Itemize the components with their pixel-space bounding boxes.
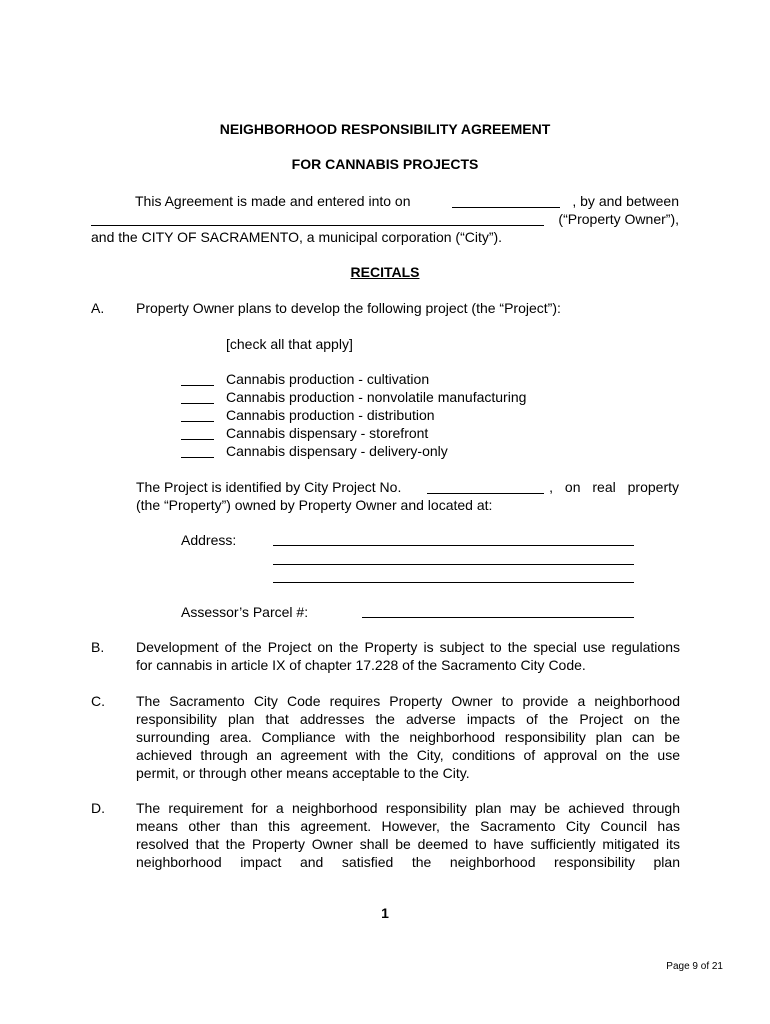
recital-d-letter: D. — [91, 800, 105, 816]
recitals-heading: RECITALS — [350, 264, 420, 280]
checkbox-blank[interactable] — [181, 421, 214, 422]
project-number-blank[interactable] — [427, 493, 544, 494]
project-no-text: The Project is identified by City Project No. — [136, 479, 402, 495]
address-line-1[interactable] — [273, 545, 634, 546]
document-title: NEIGHBORHOOD RESPONSIBILITY AGREEMENT — [219, 121, 551, 137]
paragraph-line: The Sacramento City Code requires Property Owner to provide a neighborhood — [136, 693, 680, 709]
paragraph-line: responsibility plan that addresses the adverse impacts of the Project on the — [136, 711, 680, 727]
page-footer: Page 9 of 21 — [666, 961, 723, 972]
paragraph-line: permit, or through other means acceptable to the City. — [136, 765, 470, 781]
page-number: 1 — [381, 905, 389, 921]
date-blank[interactable] — [452, 207, 560, 208]
option-label: Cannabis production - nonvolatile manufacturing — [226, 389, 527, 405]
paragraph-line: surrounding area. Compliance with the neighborhood responsibility plan can be — [136, 729, 680, 745]
paragraph-line: resolved that the Property Owner shall be deemed to have sufficiently mitigated its — [136, 836, 680, 852]
option-label: Cannabis production - cultivation — [226, 371, 430, 387]
intro-line-1-start: This Agreement is made and entered into on — [135, 193, 411, 209]
project-no-end: , on real property — [549, 479, 679, 495]
paragraph-line: for cannabis in article IX of chapter 17.228 of the Sacramento City Code. — [136, 657, 586, 673]
recital-c-text — [136, 692, 680, 782]
intro-line-3: and the CITY OF SACRAMENTO, a municipal corporation (“City”). — [91, 229, 503, 245]
option-label: Cannabis production - distribution — [226, 407, 435, 423]
option-label: Cannabis dispensary - delivery-only — [226, 443, 448, 459]
checkbox-blank[interactable] — [181, 439, 214, 440]
intro-line-2-end: (“Property Owner”), — [558, 211, 679, 227]
address-line-3[interactable] — [273, 582, 634, 583]
paragraph-line: The requirement for a neighborhood responsibility plan may be achieved through — [136, 800, 680, 816]
checkbox-blank[interactable] — [181, 457, 214, 458]
paragraph-line: Development of the Project on the Property is subject to the special use regulations — [136, 639, 680, 655]
address-line-2[interactable] — [273, 564, 634, 565]
intro-line-1-end: , by and between — [572, 193, 679, 209]
address-label: Address: — [181, 532, 237, 548]
recital-b-text — [136, 638, 680, 674]
paragraph-line: achieved through an agreement with the City, conditions of approval on the use — [136, 747, 680, 763]
paragraph-line: neighborhood impact and satisfied the neighborhood responsibility plan — [136, 854, 680, 870]
parcel-label: Assessor’s Parcel #: — [181, 604, 309, 620]
document-subtitle: FOR CANNABIS PROJECTS — [291, 156, 479, 172]
recital-d-text — [136, 799, 680, 871]
project-no-line-2: (the “Property”) owned by Property Owner and located at: — [136, 497, 493, 513]
checkbox-blank[interactable] — [181, 385, 214, 386]
option-label: Cannabis dispensary - storefront — [226, 425, 429, 441]
recital-a-letter: A. — [91, 300, 105, 316]
recital-a-text: Property Owner plans to develop the following project (the “Project”): — [136, 300, 561, 316]
property-owner-blank[interactable] — [91, 225, 544, 226]
recital-c-letter: C. — [91, 693, 105, 709]
recital-b-letter: B. — [91, 639, 105, 655]
check-instruction: [check all that apply] — [226, 336, 353, 352]
paragraph-line: means other than this agreement. However, the Sacramento City Council has — [136, 818, 680, 834]
parcel-number-blank[interactable] — [362, 617, 634, 618]
checkbox-blank[interactable] — [181, 403, 214, 404]
